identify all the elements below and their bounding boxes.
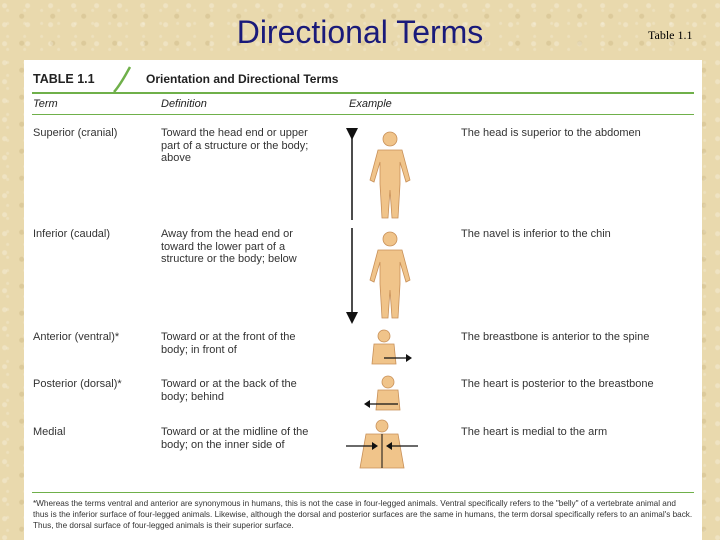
definition-medial: Toward or at the midline of the body; on the inner side of [161, 426, 309, 451]
column-header-example: Example [349, 98, 392, 110]
table-panel [24, 60, 702, 540]
definition-superior: Toward the head end or upper part of a structure or the body; above [161, 127, 309, 164]
slide-title: Directional Terms [236, 14, 484, 50]
medial-figure-icon [342, 418, 422, 470]
example-inferior: The navel is inferior to the chin [461, 228, 611, 240]
table-footnote: *Whereas the terms ventral and anterior are synonymous in humans, this is not the case in four-legged animals. Ventral specifically refers to the "belly" of a vertebrate animal and thus is the inferior surface of four-legged animals. Likewise, although the dorsal and posterior surfaces are the same in humans, the term dorsal specifically refers to an animal's back. Thus, the dorsal surface of four-legged animals is their superior surface. [33, 499, 693, 530]
column-header-term: Term [33, 98, 58, 110]
example-medial: The heart is medial to the arm [461, 426, 608, 438]
column-header-definition: Definition [161, 98, 207, 110]
definition-posterior: Toward or at the back of the body; behind [161, 378, 297, 403]
term-anterior: Anterior (ventral)* [33, 331, 120, 343]
definition-anterior: Toward or at the front of the body; in front of [161, 331, 296, 356]
footer-rule [32, 492, 694, 493]
term-inferior: Inferior (caudal) [33, 228, 111, 240]
table-title: Orientation and Directional Terms [146, 72, 339, 86]
example-superior: The head is superior to the abdomen [461, 127, 641, 139]
table-number: TABLE 1.1 [33, 72, 95, 86]
example-anterior: The breastbone is anterior to the spine [461, 331, 650, 343]
definition-inferior: Away from the head end or toward the lower part of a structure or the body; below [161, 228, 297, 265]
example-posterior: The heart is posterior to the breastbone [461, 378, 654, 390]
term-posterior: Posterior (dorsal)* [33, 378, 122, 390]
superior-inferior-figure-icon [342, 122, 422, 324]
term-superior: Superior (cranial) [33, 127, 118, 139]
header-rule [32, 92, 694, 94]
term-medial: Medial [33, 426, 66, 438]
title-swoosh-icon [112, 64, 134, 94]
anterior-profile-figure-icon [362, 328, 412, 366]
posterior-profile-figure-icon [362, 374, 412, 414]
slide-table-label: Table 1.1 [648, 28, 693, 42]
column-header-rule [32, 114, 694, 115]
